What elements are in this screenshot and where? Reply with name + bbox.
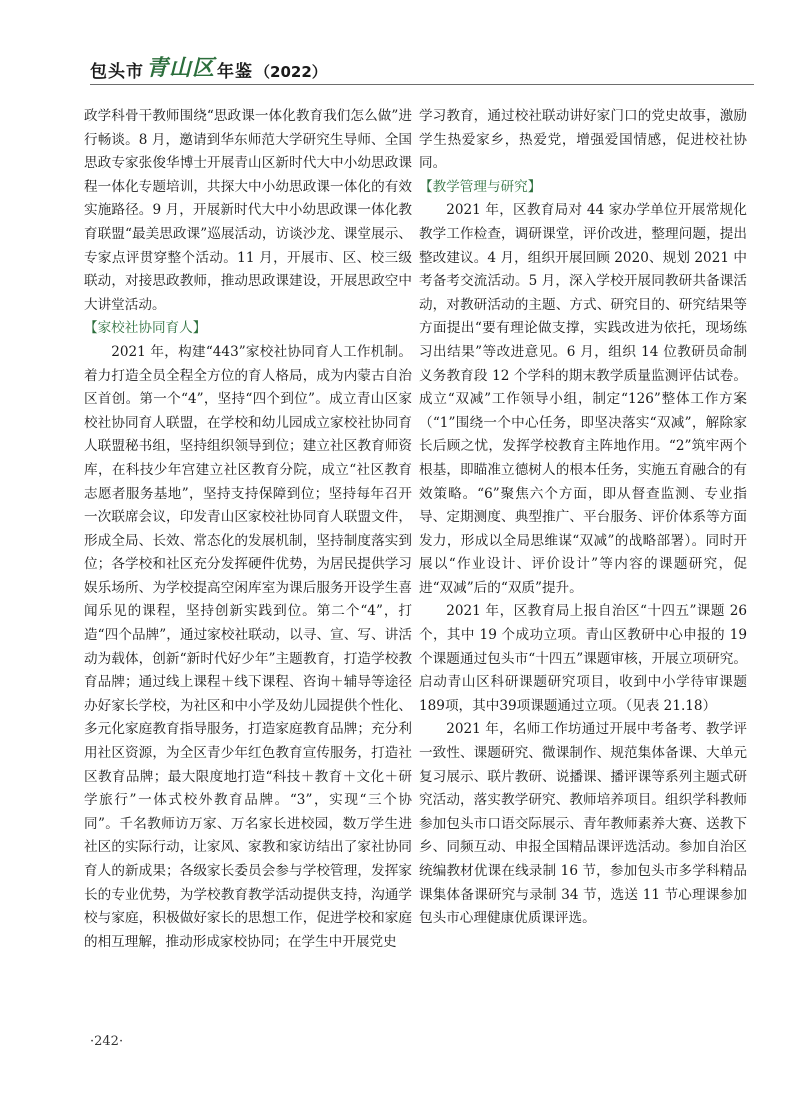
header-book-title: 年鉴 [217, 62, 254, 82]
right-paragraph-research-topics: 2021 年，区教育局上报自治区“十四五”课题 26 个，其中 19 个成功立项。青山区教研中心申报的 19 个课题通过包头市“十四五”课题审核，开展立项研究。启动青山区科研课题研究项目，收到中小学待审课题189项，其中39项课题通过立项。（见表 21.18） [419, 603, 747, 714]
left-paragraph-continued: 政学科骨干教师围绕“思政课一体化教育我们怎么做”进行畅谈。8 月，邀请到华东师范大学研究生导师、全国思政专家张俊华博士开展青山区新时代大中小幼思政课程一体化专题培训，共探大中小幼思政课一体化的有效实施路径。9 月，开展新时代大中小幼思政课一体化教育联盟“最美思政课”巡展活动，访谈沙龙、课堂展示、专家点评贯穿整个活动。11 月，开展市、区、校三级联动，对接思政教师，推动思政课建设，开展思政空中大讲堂活动。 [84, 108, 412, 313]
header-year: （2022） [255, 63, 327, 81]
section-heading-teaching-research: 【教学管理与研究】 [419, 178, 542, 195]
header-district-logo: 青山区 [146, 56, 216, 81]
right-paragraph-master-teacher-workshop: 2021 年，名师工作坊通过开展中考备考、教学评一致性、课题研究、微课制作、规范集体备课、大单元复习展示、联片教研、说播课、播评课等系列主题式研究活动，落实教学研究、教师培养项目。组织学科教师参加包头市口语交际展示、青年教师素养大赛、送教下乡、同频互动、申报全国精品课评选活动。参加自治区统编教材优课在线录制 16 节，参加包头市多学科精品课集体备课研究与录制 34 节，选送 11 节心理课参加包头市心理健康优质课评选。 [419, 721, 747, 927]
page-number: ·242· [90, 1034, 124, 1049]
header-city: 包头市 [90, 62, 144, 82]
right-column [419, 105, 747, 931]
right-paragraph-continued: 学习教育，通过校社联动讲好家门口的党史故事，激励学生热爱家乡，热爱党，增强爱国情感，促进校社协同。 [419, 108, 747, 172]
section-heading-home-school-community: 【家校社协同育人】 [84, 320, 207, 337]
left-column [84, 105, 412, 954]
header-rule [90, 84, 754, 85]
left-paragraph-coeducation: 2021 年，构建“443”家校社协同育人工作机制。着力打造全员全程全方位的育人格局，成为内蒙古自治区首创。第一个“4”，坚持“四个到位”。成立青山区家校社协同育人联盟，在学校和幼儿园成立家校社协同育人联盟秘书组，坚持组织领导到位；建立社区教育师资库，在科技少年宫建立社区教育分院，成立“社区教育志愿者服务基地”，坚持支持保障到位；坚持每年召开一次联席会议，印发青山区家校社协同育人联盟文件，形成全局、长效、常态化的发展机制，坚持制度落实到位；各学校和社区充分发挥硬件优势，为居民提供学习娱乐场所、为学校提高空闲库室为课后服务开设学生喜闻乐见的课程，坚持创新实践到位。第二个“4”，打造“四个品牌”，通过家校社联动，以寻、宣、写、讲活动为载体，创新“新时代好少年”主题教育，打造学校教育品牌；通过线上课程＋线下课程、咨询＋辅导等途径办好家长学校，为社区和中小学及幼儿园提供个性化、多元化家庭教育指导服务，打造家庭教育品牌；充分利用社区资源，为全区青少年红色教育宣传服务，打造社区教育品牌；最大限度地打造“科技＋教育＋文化＋研学旅行”一体式校外教育品牌。“3”，实现“三个协同”。千名教师访万家、万名家长进校园，数万学生进社区的实际行动，让家风、家教和家访结出了家社协同育人的新成果；各级家长委员会参与学校管理，发挥家长的专业优势，为学校教育教学活动提供支持，沟通学校与家庭，积极做好家长的思想工作，促进学校和家庭的相互理解，推动形成家校协同；在学生中开展党史 [84, 343, 412, 950]
running-header [90, 52, 790, 82]
right-paragraph-teaching-management: 2021 年，区教育局对 44 家办学单位开展常规化教学工作检查，调研课堂，评价改进，整理问题，提出整改建议。4 月，组织开展回顾 2020、规划 2021 中考备考交流活动。5 月，深入学校开展同教研共备课活动，对教研活动的主题、方式、研究目的、研究结果等方面提出“要有理论做支撑，实践改进为依托，现场练习出结果”等改进意见。6 月，组织 14 位教研员命制义务教育段 12 个学科的期末教学质量监测评估试卷。成立“双减”工作领导小组，制定“126”整体工作方案（“1”围绕一个中心任务，即坚决落实“双减”，解除家长后顾之忧，发挥学校教育主阵地作用。“2”筑牢两个根基，即瞄准立德树人的根本任务，实施五育融合的有效策略。“6”聚焦六个方面，即从督查监测、专业指导、定期测度、典型推广、平台服务、评价体系等方面发力，形成以全局思维谋“双减”的战略部署）。同时开展以“作业设计、评价设计”等内容的课题研究，促进“双减”后的“双质”提升。 [419, 202, 747, 596]
